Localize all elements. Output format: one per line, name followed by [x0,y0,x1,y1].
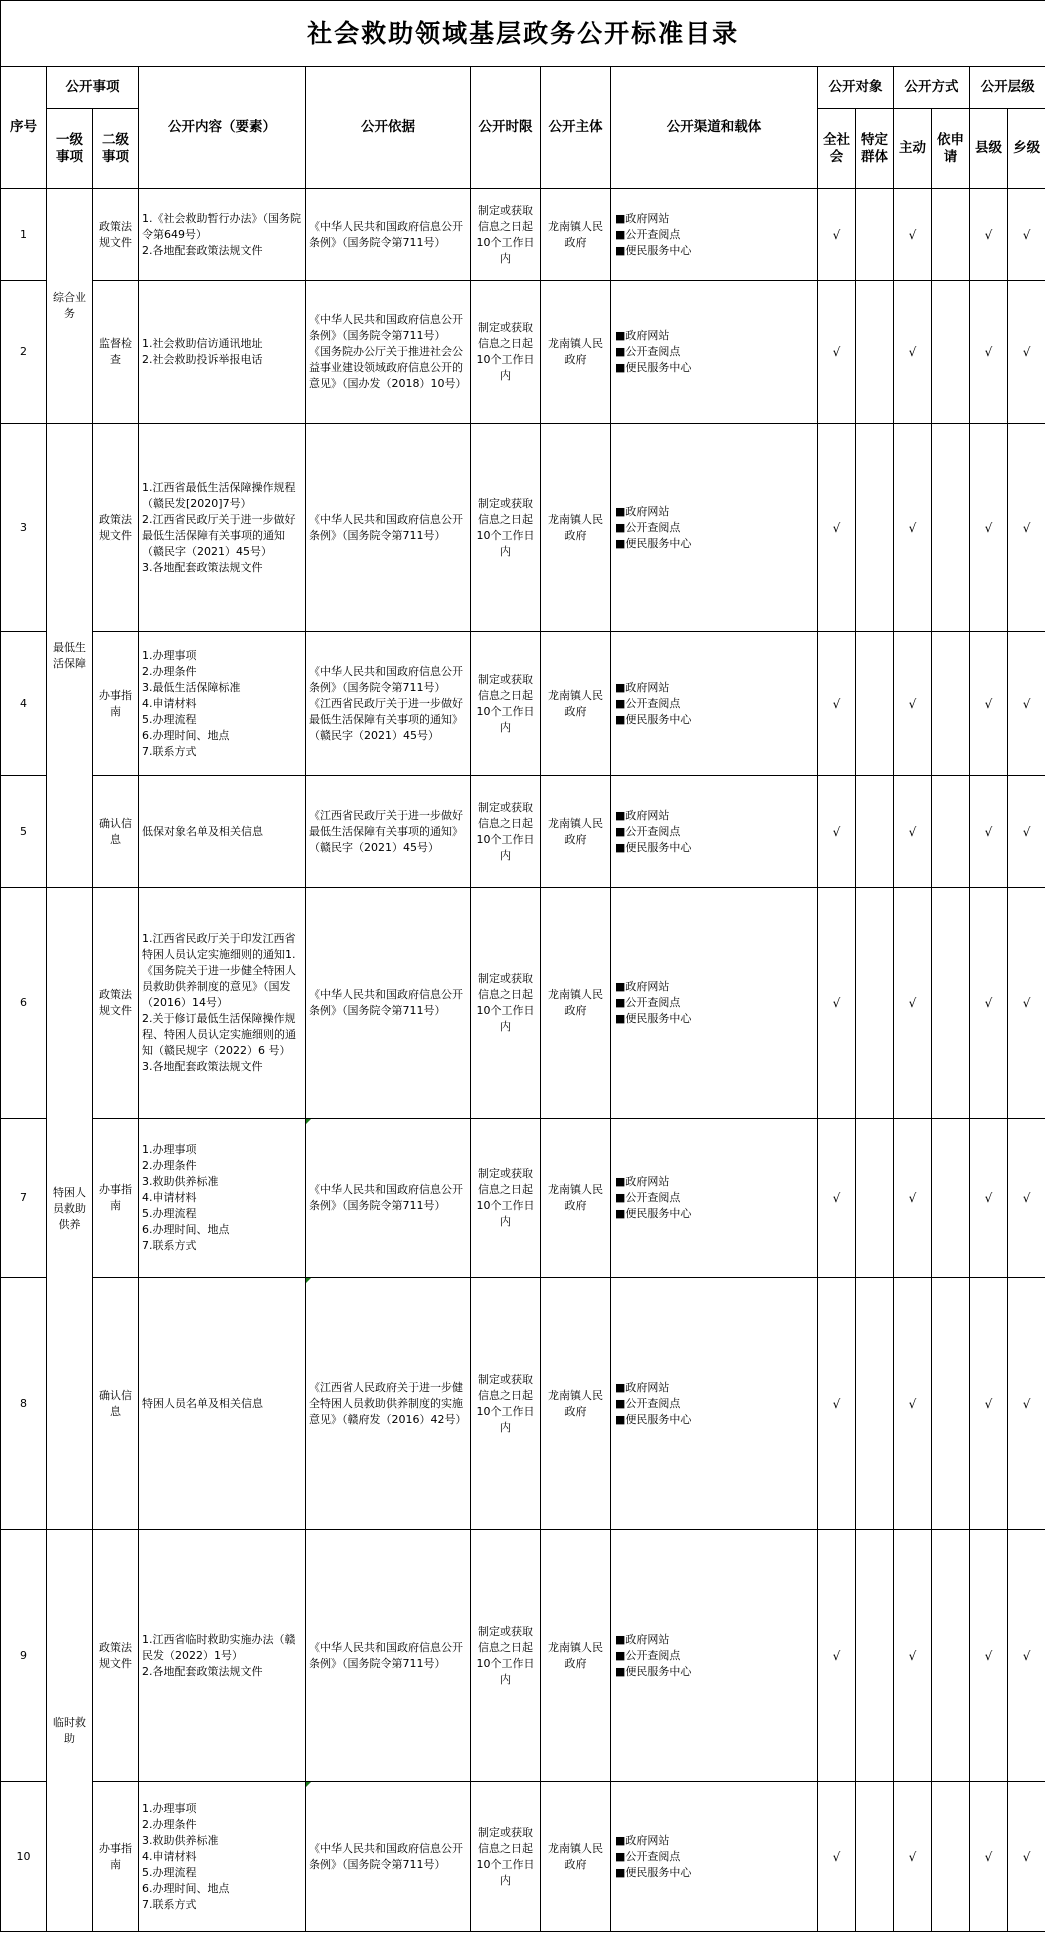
row-mode-request [932,1119,970,1278]
header-mode-group: 公开方式 [894,67,970,109]
row-target-specific [856,1530,894,1782]
row-target-all: √ [818,189,856,281]
row-content: 1.办理事项 2.办理条件 3.最低生活保障标准 4.申请材料 5.办理流程 6.办理时间、地点 7.联系方式 [139,632,306,776]
table-row [1,1782,1045,1932]
row-level2: 确认信 息 [93,776,139,888]
header-subject: 公开主体 [541,67,611,189]
header-level-county: 县级 [970,109,1008,189]
row-basis: 《中华人民共和国政府信息公开条例》（国务院令第711号） [306,888,471,1119]
table-row [1,1278,1045,1530]
header-time: 公开时限 [471,67,541,189]
row-mode-active: √ [894,189,932,281]
table-row [1,632,1045,776]
group-label: 临时救 助 [47,1530,93,1932]
row-mode-request [932,1530,970,1782]
row-level-county: √ [970,281,1008,424]
row-basis: 《中华人民共和国政府信息公开条例》（国务院令第711号） [306,189,471,281]
row-basis: 《中华人民共和国政府信息公开条例》（国务院令第711号） [306,424,471,632]
row-mode-request [932,189,970,281]
header-content: 公开内容（要素） [139,67,306,189]
row-subject: 龙南镇人民政府 [541,1530,611,1782]
row-content: 1.江西省最低生活保障操作规程（赣民发[2020]7号） 2.江西省民政厅关于进一步做好最低生活保障有关事项的通知（赣民字（2021）45号） 3.各地配套政策法规文件 [139,424,306,632]
header-mode-active: 主动 [894,109,932,189]
row-time: 制定或获取信息之日起10个工作日内 [471,1119,541,1278]
row-mode-active: √ [894,1278,932,1530]
row-seq: 8 [1,1278,47,1530]
row-basis [306,1119,471,1278]
row-time: 制定或获取信息之日起10个工作日内 [471,776,541,888]
row-time: 制定或获取信息之日起10个工作日内 [471,1782,541,1932]
row-level-county: √ [970,424,1008,632]
row-level-county: √ [970,1278,1008,1530]
row-content: 1.社会救助信访通讯地址 2.社会救助投诉举报电话 [139,281,306,424]
header-level-group: 公开层级 [970,67,1045,109]
row-seq: 3 [1,424,47,632]
row-basis-text: 《中华人民共和国政府信息公开条例》（国务院令第711号） [309,1183,463,1212]
row-level2: 办事指 南 [93,632,139,776]
row-basis [306,1278,471,1530]
row-level2: 政策法 规文件 [93,189,139,281]
row-subject: 龙南镇人民政府 [541,189,611,281]
row-time: 制定或获取信息之日起10个工作日内 [471,632,541,776]
group-label: 综合业 务 [47,189,93,424]
table-row [1,776,1045,888]
table-row [1,424,1045,632]
row-time: 制定或获取信息之日起10个工作日内 [471,281,541,424]
row-target-all: √ [818,424,856,632]
row-time: 制定或获取信息之日起10个工作日内 [471,1278,541,1530]
row-content: 1.《社会救助暂行办法》（国务院令第649号） 2.各地配套政策法规文件 [139,189,306,281]
row-basis: 《中华人民共和国政府信息公开条例》（国务院令第711号） [306,1530,471,1782]
row-channel: ■政府网站 ■公开查阅点 ■便民服务中心 [611,281,818,424]
row-mode-active: √ [894,1782,932,1932]
row-seq: 5 [1,776,47,888]
row-level-town: √ [1008,189,1045,281]
row-seq: 9 [1,1530,47,1782]
row-mode-active: √ [894,424,932,632]
row-channel: ■政府网站 ■公开查阅点 ■便民服务中心 [611,424,818,632]
row-channel: ■政府网站 ■公开查阅点 ■便民服务中心 [611,1782,818,1932]
row-subject: 龙南镇人民政府 [541,281,611,424]
row-level-town: √ [1008,888,1045,1119]
row-channel: ■政府网站 ■公开查阅点 ■便民服务中心 [611,1530,818,1782]
row-level-town: √ [1008,632,1045,776]
row-mode-request [932,424,970,632]
row-level2: 政策法 规文件 [93,888,139,1119]
table-row [1,189,1045,281]
row-channel: ■政府网站 ■公开查阅点 ■便民服务中心 [611,189,818,281]
row-time: 制定或获取信息之日起10个工作日内 [471,1530,541,1782]
row-content: 1.办理事项 2.办理条件 3.救助供养标准 4.申请材料 5.办理流程 6.办理时间、地点 7.联系方式 [139,1119,306,1278]
row-target-specific [856,632,894,776]
row-channel: ■政府网站 ■公开查阅点 ■便民服务中心 [611,888,818,1119]
row-level2: 监督检 查 [93,281,139,424]
row-level-town: √ [1008,1278,1045,1530]
row-channel: ■政府网站 ■公开查阅点 ■便民服务中心 [611,776,818,888]
table-row [1,1530,1045,1782]
row-seq: 1 [1,189,47,281]
row-level2: 政策法 规文件 [93,1530,139,1782]
row-target-specific [856,1782,894,1932]
header-target-all: 全社 会 [818,109,856,189]
header-mode-request: 依申 请 [932,109,970,189]
row-level2: 办事指 南 [93,1119,139,1278]
table-row [1,1119,1045,1278]
row-mode-active: √ [894,281,932,424]
row-mode-request [932,632,970,776]
row-subject: 龙南镇人民政府 [541,1119,611,1278]
header-basis: 公开依据 [306,67,471,189]
cell-comment-marker [306,1782,311,1787]
row-level-county: √ [970,1530,1008,1782]
row-content: 低保对象名单及相关信息 [139,776,306,888]
header-item-group: 公开事项 [47,67,139,109]
row-content: 特困人员名单及相关信息 [139,1278,306,1530]
row-target-specific [856,424,894,632]
row-time: 制定或获取信息之日起10个工作日内 [471,424,541,632]
header-target-group: 公开对象 [818,67,894,109]
row-seq: 4 [1,632,47,776]
table-row [1,281,1045,424]
row-target-specific [856,1278,894,1530]
row-channel: ■政府网站 ■公开查阅点 ■便民服务中心 [611,1278,818,1530]
row-basis: 《中华人民共和国政府信息公开条例》（国务院令第711号） 《江西省民政厅关于进一步做好最低生活保障有关事项的通知》（赣民字（2021）45号） [306,632,471,776]
row-level-county: √ [970,1119,1008,1278]
row-level2: 办事指 南 [93,1782,139,1932]
row-level2: 确认信 息 [93,1278,139,1530]
row-target-all: √ [818,1530,856,1782]
row-level-town: √ [1008,424,1045,632]
cell-comment-marker [306,1119,311,1124]
group-label: 特困人 员救助 供养 [47,888,93,1530]
header-target-specific: 特定 群体 [856,109,894,189]
row-target-specific [856,281,894,424]
row-level-town: √ [1008,1782,1045,1932]
header-level-town: 乡级 [1008,109,1045,189]
row-target-all: √ [818,1119,856,1278]
row-level-town: √ [1008,1530,1045,1782]
row-content: 1.办理事项 2.办理条件 3.救助供养标准 4.申请材料 5.办理流程 6.办理时间、地点 7.联系方式 [139,1782,306,1932]
row-mode-request [932,776,970,888]
row-time: 制定或获取信息之日起10个工作日内 [471,888,541,1119]
row-basis-text: 《江西省人民政府关于进一步健全特困人员救助供养制度的实施意见》（赣府发（2016）42号） [309,1380,467,1426]
row-target-specific [856,1119,894,1278]
row-seq: 6 [1,888,47,1119]
row-target-specific [856,888,894,1119]
row-level-county: √ [970,888,1008,1119]
row-channel: ■政府网站 ■公开查阅点 ■便民服务中心 [611,632,818,776]
row-target-all: √ [818,632,856,776]
row-mode-active: √ [894,1119,932,1278]
header-channel: 公开渠道和载体 [611,67,818,189]
row-subject: 龙南镇人民政府 [541,1278,611,1530]
row-basis: 《江西省民政厅关于进一步做好最低生活保障有关事项的通知》（赣民字（2021）45号） [306,776,471,888]
row-target-all: √ [818,1782,856,1932]
row-seq: 7 [1,1119,47,1278]
row-basis: 《中华人民共和国政府信息公开条例》（国务院令第711号） 《国务院办公厅关于推进社会公益事业建设领域政府信息公开的意见》（国办发（2018）10号） [306,281,471,424]
row-mode-active: √ [894,1530,932,1782]
row-level-town: √ [1008,776,1045,888]
row-target-specific [856,776,894,888]
cell-comment-marker [306,1278,311,1283]
table-row [1,888,1045,1119]
row-subject: 龙南镇人民政府 [541,632,611,776]
row-target-all: √ [818,281,856,424]
row-mode-request [932,1278,970,1530]
row-level2: 政策法 规文件 [93,424,139,632]
header-level1: 一级 事项 [47,109,93,189]
row-mode-active: √ [894,632,932,776]
row-subject: 龙南镇人民政府 [541,424,611,632]
page-title: 社会救助领域基层政务公开标准目录 [1,1,1045,67]
header-seq: 序号 [1,67,47,189]
row-seq: 2 [1,281,47,424]
row-target-all: √ [818,776,856,888]
row-target-all: √ [818,1278,856,1530]
row-target-all: √ [818,888,856,1119]
row-content: 1.江西省临时救助实施办法（赣民发（2022）1号） 2.各地配套政策法规文件 [139,1530,306,1782]
header-level2: 二级 事项 [93,109,139,189]
row-level-county: √ [970,776,1008,888]
row-level-town: √ [1008,1119,1045,1278]
row-target-specific [856,189,894,281]
row-subject: 龙南镇人民政府 [541,888,611,1119]
row-subject: 龙南镇人民政府 [541,776,611,888]
row-mode-request [932,1782,970,1932]
row-level-county: √ [970,632,1008,776]
row-basis-text: 《中华人民共和国政府信息公开条例》（国务院令第711号） [309,1841,463,1871]
row-content: 1.江西省民政厅关于印发江西省特困人员认定实施细则的通知1.《国务院关于进一步健全特困人员救助供养制度的意见》（国发（2016）14号） 2.关于修订最低生活保障操作规程、特困人员认定实施细则的通知（赣民规字（2022）6 号） 3.各地配套政策法规文件 [139,888,306,1119]
row-level-county: √ [970,189,1008,281]
row-mode-active: √ [894,776,932,888]
row-subject: 龙南镇人民政府 [541,1782,611,1932]
row-time: 制定或获取信息之日起10个工作日内 [471,189,541,281]
row-level-county: √ [970,1782,1008,1932]
row-mode-request [932,888,970,1119]
row-basis [306,1782,471,1932]
row-channel: ■政府网站 ■公开查阅点 ■便民服务中心 [611,1119,818,1278]
row-seq: 10 [1,1782,47,1932]
row-level-town: √ [1008,281,1045,424]
row-mode-request [932,281,970,424]
group-label: 最低生 活保障 [47,424,93,888]
row-mode-active: √ [894,888,932,1119]
